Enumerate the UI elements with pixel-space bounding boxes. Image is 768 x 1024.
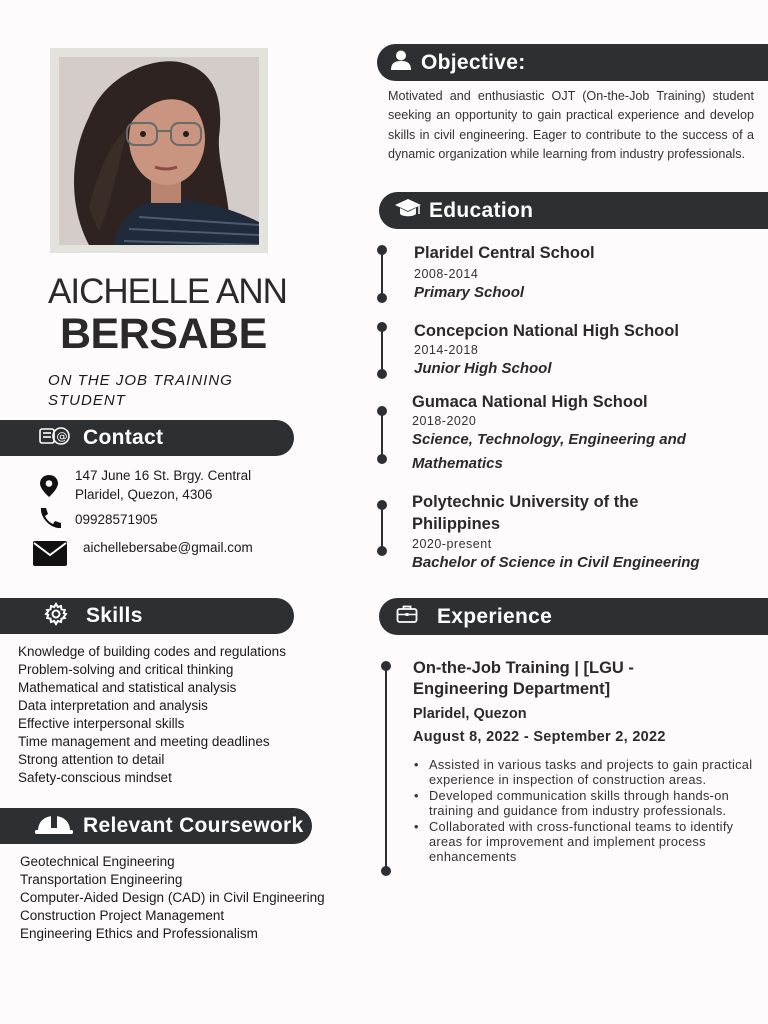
experience-bullet: • Collaborated with cross-functional teams to identify areas for improvement and implement process enhancements bbox=[413, 819, 753, 865]
contact-heading-bar bbox=[0, 420, 294, 456]
school-level: Junior High School bbox=[414, 360, 552, 377]
education-entry bbox=[412, 391, 686, 476]
experience-dates: August 8, 2022 - September 2, 2022 bbox=[413, 729, 666, 745]
skill-item: Safety-conscious mindset bbox=[18, 770, 172, 785]
skill-item: Time management and meeting deadlines bbox=[18, 734, 270, 749]
timeline-line bbox=[381, 250, 383, 298]
experience-entry bbox=[413, 658, 753, 865]
profile-photo bbox=[59, 57, 259, 245]
school-name: Plaridel Central School bbox=[414, 244, 595, 262]
skill-item: Knowledge of building codes and regulations bbox=[18, 644, 286, 659]
experience-bullets bbox=[413, 757, 753, 865]
course-item: Geotechnical Engineering bbox=[20, 854, 175, 869]
coursework-list bbox=[20, 853, 325, 943]
phone-number[interactable]: 09928571905 bbox=[75, 512, 158, 527]
timeline-line bbox=[381, 505, 383, 551]
experience-heading-bar bbox=[379, 598, 768, 635]
job-title-line2: STUDENT bbox=[48, 392, 126, 409]
email-icon bbox=[33, 541, 67, 571]
user-icon bbox=[390, 49, 412, 76]
address-line1: 147 June 16 St. Brgy. Central bbox=[75, 468, 252, 483]
school-level: Bachelor of Science in Civil Engineering bbox=[412, 554, 700, 571]
timeline-dot bbox=[377, 293, 387, 303]
education-heading: Education bbox=[429, 198, 534, 222]
education-entry bbox=[412, 491, 700, 575]
timeline-dot bbox=[377, 369, 387, 379]
email-address[interactable]: aichellebersabe@gmail.com bbox=[83, 540, 253, 555]
skill-item: Data interpretation and analysis bbox=[18, 698, 208, 713]
timeline-dot bbox=[377, 546, 387, 556]
education-heading-bar bbox=[379, 192, 768, 229]
school-name-line2: Philippines bbox=[412, 515, 501, 533]
address bbox=[75, 467, 251, 504]
school-years: 2014-2018 bbox=[414, 343, 479, 357]
coursework-heading: Relevant Coursework bbox=[83, 814, 304, 837]
timeline-line bbox=[381, 327, 383, 373]
skills-heading-bar bbox=[0, 598, 294, 634]
contact-book-icon bbox=[38, 424, 72, 453]
school-level: Primary School bbox=[414, 284, 525, 301]
hard-hat-icon bbox=[34, 812, 74, 841]
experience-heading: Experience bbox=[437, 604, 553, 628]
job-title-line1: ON THE JOB TRAINING bbox=[48, 372, 233, 389]
address-line2: Plaridel, Quezon, 4306 bbox=[75, 487, 213, 502]
skill-item: Strong attention to detail bbox=[18, 752, 165, 767]
skill-item: Mathematical and statistical analysis bbox=[18, 680, 237, 695]
course-item: Construction Project Management bbox=[20, 908, 225, 923]
school-level-line2: Mathematics bbox=[412, 455, 503, 472]
experience-title-line2: Engineering Department] bbox=[413, 680, 611, 698]
skill-item: Problem-solving and critical thinking bbox=[18, 662, 234, 677]
course-item: Engineering Ethics and Professionalism bbox=[20, 926, 258, 941]
contact-heading: Contact bbox=[83, 426, 164, 449]
course-item: Transportation Engineering bbox=[20, 872, 183, 887]
experience-title-line1: On-the-Job Training | [LGU - bbox=[413, 659, 634, 677]
school-years: 2018-2020 bbox=[412, 414, 477, 428]
skill-item: Effective interpersonal skills bbox=[18, 716, 185, 731]
school-years: 2020-present bbox=[412, 537, 492, 551]
objective-heading: Objective: bbox=[421, 50, 526, 74]
graduation-cap-icon bbox=[394, 197, 422, 224]
phone-icon bbox=[37, 506, 63, 535]
experience-bullet: • Developed communication skills through hands-on training and guidance from industry professionals. bbox=[413, 788, 753, 819]
first-name: AICHELLE ANN bbox=[48, 272, 287, 311]
school-name-line1: Polytechnic University of the bbox=[412, 493, 639, 511]
coursework-heading-bar bbox=[0, 808, 312, 844]
experience-location: Plaridel, Quezon bbox=[413, 706, 527, 722]
svg-text:@: @ bbox=[56, 429, 68, 443]
timeline-dot bbox=[381, 866, 391, 876]
briefcase-icon bbox=[396, 604, 418, 629]
course-item: Computer-Aided Design (CAD) in Civil Engineering bbox=[20, 890, 325, 905]
objective-text: Motivated and enthusiastic OJT (On-the-Job Training) student seeking an opportunity to gain practical experience and develop skills in civil engineering. Eager to contribute to the success of a dynamic organization while learning from industry professionals. bbox=[388, 89, 754, 162]
school-name: Concepcion National High School bbox=[414, 322, 679, 340]
school-level-line1: Science, Technology, Engineering and bbox=[412, 431, 686, 448]
education-entry bbox=[414, 242, 595, 305]
timeline-line bbox=[385, 666, 387, 871]
timeline-dot bbox=[377, 454, 387, 464]
school-name: Gumaca National High School bbox=[412, 393, 648, 411]
experience-bullet: • Assisted in various tasks and projects to gain practical experience in inspection of construction areas. bbox=[413, 757, 753, 788]
school-years: 2008-2014 bbox=[414, 267, 479, 281]
last-name: BERSABE bbox=[60, 310, 267, 358]
objective-heading-bar bbox=[377, 44, 768, 81]
education-entry bbox=[414, 320, 679, 381]
timeline-line bbox=[381, 411, 383, 459]
location-pin-icon bbox=[38, 474, 60, 503]
job-title bbox=[48, 371, 278, 411]
skills-list bbox=[18, 643, 286, 787]
gear-icon bbox=[44, 602, 68, 631]
skills-heading: Skills bbox=[86, 604, 143, 627]
